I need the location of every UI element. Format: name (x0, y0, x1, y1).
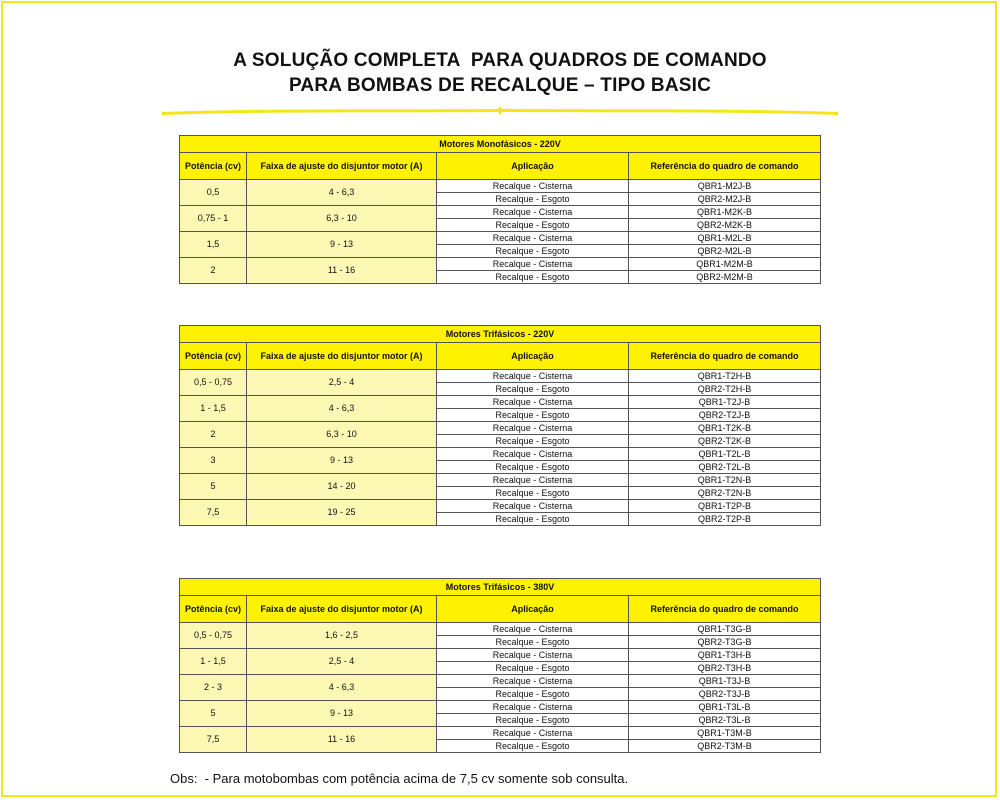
referencia-cell: QBR1-T2H-B (629, 370, 821, 383)
referencia-cell: QBR1-T2N-B (629, 474, 821, 487)
title-line-1: A SOLUÇÃO COMPLETA PARA QUADROS DE COMANDO (233, 50, 767, 71)
aplicacao-cell: Recalque - Cisterna (437, 396, 629, 409)
aplicacao-cell: Recalque - Cisterna (437, 500, 629, 513)
aplicacao-cell: Recalque - Cisterna (437, 258, 629, 271)
referencia-cell: QBR2-T2L-B (629, 461, 821, 474)
potencia-cell: 1,5 (180, 232, 247, 258)
aplicacao-cell: Recalque - Esgoto (437, 271, 629, 284)
table-caption-row (180, 136, 821, 153)
table-row (180, 422, 821, 435)
faixa-cell: 19 - 25 (247, 500, 437, 526)
potencia-cell: 2 (180, 422, 247, 448)
faixa-cell: 11 - 16 (247, 727, 437, 753)
potencia-cell: 3 (180, 448, 247, 474)
table-row (180, 727, 821, 740)
potencia-cell: 1 - 1,5 (180, 396, 247, 422)
table-row (180, 206, 821, 219)
referencia-cell: QBR1-T2K-B (629, 422, 821, 435)
aplicacao-cell: Recalque - Cisterna (437, 474, 629, 487)
faixa-cell: 1,6 - 2,5 (247, 623, 437, 649)
table-header-row (180, 343, 821, 370)
potencia-cell: 7,5 (180, 727, 247, 753)
faixa-cell: 4 - 6,3 (247, 396, 437, 422)
aplicacao-cell: Recalque - Cisterna (437, 448, 629, 461)
aplicacao-cell: Recalque - Esgoto (437, 245, 629, 258)
referencia-cell: QBR2-T2K-B (629, 435, 821, 448)
obs-note: Obs: - Para motobombas com potência acima de 7,5 cv somente sob consulta. (170, 771, 629, 786)
referencia-cell: QBR1-T3H-B (629, 649, 821, 662)
referencia-cell: QBR2-M2L-B (629, 245, 821, 258)
title-line-2: PARA BOMBAS DE RECALQUE – TIPO BASIC (288, 75, 712, 96)
potencia-cell: 7,5 (180, 500, 247, 526)
aplicacao-cell: Recalque - Cisterna (437, 623, 629, 636)
potencia-cell: 0,5 (180, 180, 247, 206)
table-row (180, 474, 821, 487)
referencia-cell: QBR1-T3M-B (629, 727, 821, 740)
referencia-cell: QBR2-M2J-B (629, 193, 821, 206)
table-row (180, 649, 821, 662)
table-monofasicos-220v (179, 135, 821, 284)
aplicacao-cell: Recalque - Cisterna (437, 232, 629, 245)
table-header-row (180, 596, 821, 623)
potencia-cell: 0,5 - 0,75 (180, 623, 247, 649)
aplicacao-cell: Recalque - Esgoto (437, 688, 629, 701)
aplicacao-cell: Recalque - Esgoto (437, 435, 629, 448)
aplicacao-cell: Recalque - Esgoto (437, 461, 629, 474)
referencia-cell: QBR1-M2K-B (629, 206, 821, 219)
faixa-cell: 9 - 13 (247, 701, 437, 727)
potencia-cell: 2 - 3 (180, 675, 247, 701)
page-title (0, 48, 1000, 98)
table-caption: Motores Monofásicos - 220V (180, 136, 821, 153)
title-underline-swoosh (160, 98, 840, 118)
referencia-cell: QBR2-T2P-B (629, 513, 821, 526)
referencia-cell: QBR1-T3G-B (629, 623, 821, 636)
aplicacao-cell: Recalque - Cisterna (437, 675, 629, 688)
referencia-cell: QBR2-T3M-B (629, 740, 821, 753)
table-trifasicos-220v (179, 325, 821, 526)
header-aplicacao: Aplicação (437, 596, 629, 623)
table-row (180, 396, 821, 409)
aplicacao-cell: Recalque - Cisterna (437, 206, 629, 219)
table-row (180, 180, 821, 193)
table-row (180, 232, 821, 245)
header-potencia: Potência (cv) (180, 153, 247, 180)
table-trifasicos-380v (179, 578, 821, 753)
header-referencia: Referência do quadro de comando (629, 153, 821, 180)
aplicacao-cell: Recalque - Cisterna (437, 422, 629, 435)
header-potencia: Potência (cv) (180, 596, 247, 623)
aplicacao-cell: Recalque - Cisterna (437, 180, 629, 193)
table-row (180, 675, 821, 688)
aplicacao-cell: Recalque - Esgoto (437, 740, 629, 753)
referencia-cell: QBR2-T2J-B (629, 409, 821, 422)
referencia-cell: QBR1-T2J-B (629, 396, 821, 409)
aplicacao-cell: Recalque - Esgoto (437, 662, 629, 675)
header-referencia: Referência do quadro de comando (629, 596, 821, 623)
aplicacao-cell: Recalque - Cisterna (437, 370, 629, 383)
aplicacao-cell: Recalque - Esgoto (437, 193, 629, 206)
header-faixa: Faixa de ajuste do disjuntor motor (A) (247, 596, 437, 623)
table-row (180, 500, 821, 513)
referencia-cell: QBR1-T3J-B (629, 675, 821, 688)
header-faixa: Faixa de ajuste do disjuntor motor (A) (247, 343, 437, 370)
faixa-cell: 14 - 20 (247, 474, 437, 500)
faixa-cell: 2,5 - 4 (247, 649, 437, 675)
aplicacao-cell: Recalque - Esgoto (437, 513, 629, 526)
referencia-cell: QBR2-T3H-B (629, 662, 821, 675)
table-caption-row (180, 326, 821, 343)
aplicacao-cell: Recalque - Esgoto (437, 219, 629, 232)
aplicacao-cell: Recalque - Cisterna (437, 727, 629, 740)
table-row (180, 623, 821, 636)
aplicacao-cell: Recalque - Cisterna (437, 649, 629, 662)
referencia-cell: QBR2-T3G-B (629, 636, 821, 649)
faixa-cell: 6,3 - 10 (247, 206, 437, 232)
potencia-cell: 0,75 - 1 (180, 206, 247, 232)
referencia-cell: QBR2-M2K-B (629, 219, 821, 232)
referencia-cell: QBR2-T3L-B (629, 714, 821, 727)
referencia-cell: QBR1-T2L-B (629, 448, 821, 461)
table-caption-row (180, 579, 821, 596)
referencia-cell: QBR2-T3J-B (629, 688, 821, 701)
potencia-cell: 0,5 - 0,75 (180, 370, 247, 396)
table-caption: Motores Trifásicos - 220V (180, 326, 821, 343)
header-potencia: Potência (cv) (180, 343, 247, 370)
aplicacao-cell: Recalque - Esgoto (437, 409, 629, 422)
referencia-cell: QBR1-T2P-B (629, 500, 821, 513)
aplicacao-cell: Recalque - Esgoto (437, 487, 629, 500)
faixa-cell: 9 - 13 (247, 448, 437, 474)
potencia-cell: 2 (180, 258, 247, 284)
aplicacao-cell: Recalque - Esgoto (437, 714, 629, 727)
potencia-cell: 1 - 1,5 (180, 649, 247, 675)
header-aplicacao: Aplicação (437, 153, 629, 180)
faixa-cell: 4 - 6,3 (247, 675, 437, 701)
potencia-cell: 5 (180, 701, 247, 727)
faixa-cell: 9 - 13 (247, 232, 437, 258)
aplicacao-cell: Recalque - Esgoto (437, 636, 629, 649)
table-caption: Motores Trifásicos - 380V (180, 579, 821, 596)
header-aplicacao: Aplicação (437, 343, 629, 370)
referencia-cell: QBR1-M2L-B (629, 232, 821, 245)
faixa-cell: 4 - 6,3 (247, 180, 437, 206)
header-referencia: Referência do quadro de comando (629, 343, 821, 370)
faixa-cell: 2,5 - 4 (247, 370, 437, 396)
faixa-cell: 6,3 - 10 (247, 422, 437, 448)
header-faixa: Faixa de ajuste do disjuntor motor (A) (247, 153, 437, 180)
referencia-cell: QBR2-T2N-B (629, 487, 821, 500)
table-row (180, 258, 821, 271)
table-row (180, 370, 821, 383)
potencia-cell: 5 (180, 474, 247, 500)
referencia-cell: QBR1-M2M-B (629, 258, 821, 271)
referencia-cell: QBR1-M2J-B (629, 180, 821, 193)
referencia-cell: QBR2-M2M-B (629, 271, 821, 284)
table-row (180, 701, 821, 714)
faixa-cell: 11 - 16 (247, 258, 437, 284)
table-row (180, 448, 821, 461)
aplicacao-cell: Recalque - Esgoto (437, 383, 629, 396)
referencia-cell: QBR2-T2H-B (629, 383, 821, 396)
aplicacao-cell: Recalque - Cisterna (437, 701, 629, 714)
table-header-row (180, 153, 821, 180)
referencia-cell: QBR1-T3L-B (629, 701, 821, 714)
